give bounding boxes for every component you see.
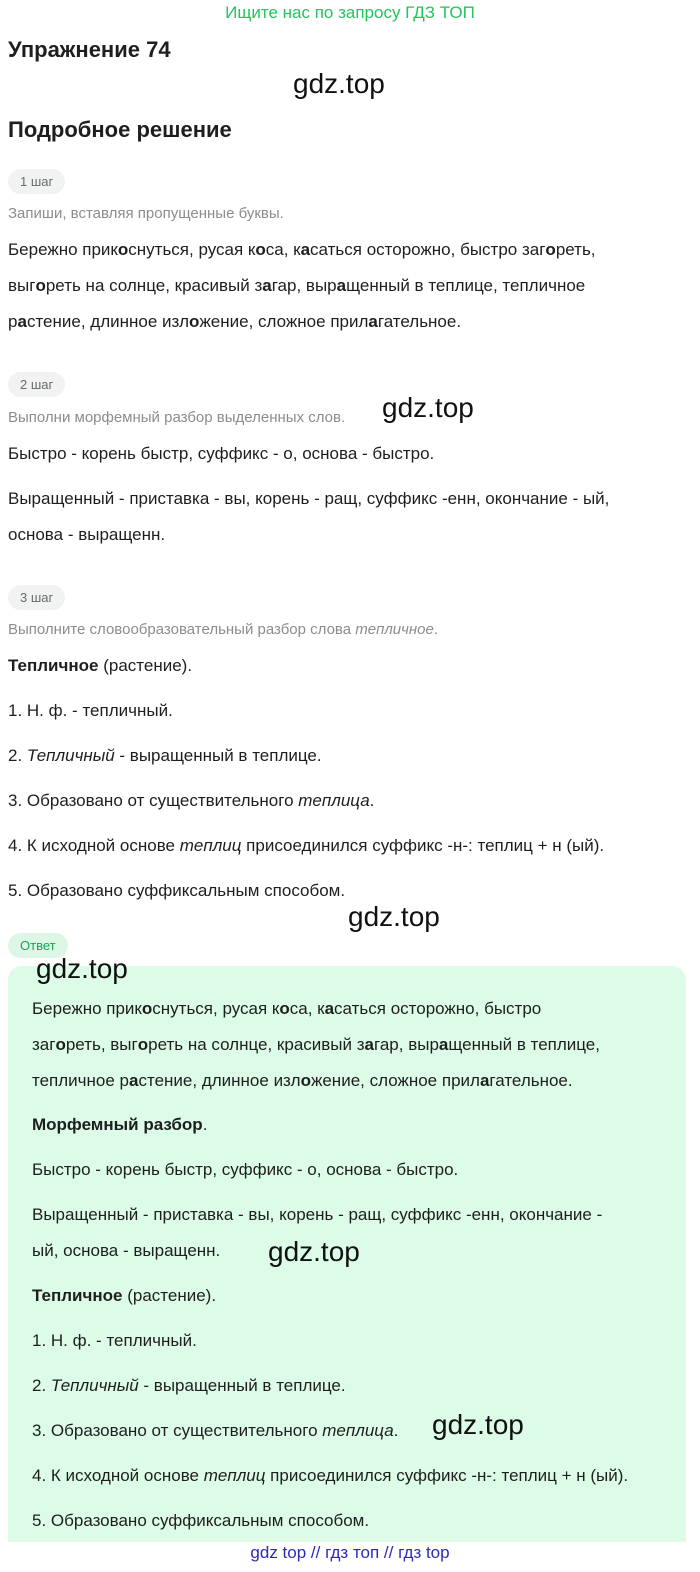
italic-word: тепличное	[355, 621, 434, 638]
text: реть, выг	[65, 1035, 138, 1054]
text: .	[369, 791, 375, 810]
list-item: 5. Образовано суффиксальным способом.	[32, 1511, 370, 1530]
text: - выращенный в теплице.	[138, 1376, 346, 1395]
list-item	[8, 783, 374, 819]
answer-heading	[32, 1278, 216, 1314]
inserted-letter: а	[479, 1071, 490, 1090]
inserted-letter: а	[336, 276, 347, 295]
page-title: Упражнение 74	[8, 37, 171, 62]
inserted-letter: а	[324, 999, 335, 1018]
italic-word: Тепличный	[26, 746, 115, 765]
text: .	[433, 621, 439, 638]
text: снуться, русая к	[152, 999, 280, 1018]
list-item	[8, 828, 604, 864]
text: - выращенный в теплице.	[114, 746, 322, 765]
text: гар, выр	[271, 276, 337, 295]
inserted-letter: о	[137, 1035, 149, 1054]
text: гательное.	[377, 312, 462, 331]
list-item: 1. Н. ф. - тепличный.	[8, 701, 173, 720]
step1-text	[8, 232, 698, 340]
inserted-letter: о	[55, 1035, 66, 1054]
text-line	[8, 232, 698, 268]
text: са, к	[289, 999, 325, 1018]
inserted-letter: а	[262, 276, 272, 295]
answer-text	[32, 991, 682, 1099]
inserted-letter: о	[279, 999, 290, 1018]
text-line	[8, 268, 698, 304]
text: (растение).	[122, 1286, 217, 1305]
bold-word: Тепличное	[8, 656, 99, 675]
text: Бережно прик	[8, 240, 118, 259]
italic-word: теплиц	[203, 1466, 266, 1485]
step2-line: основа - выращенн.	[8, 525, 166, 544]
text: саться осторожно, быстро	[334, 999, 542, 1018]
text: .	[393, 1421, 399, 1440]
text-line	[32, 991, 682, 1027]
step-label: 3 шаг	[8, 585, 65, 610]
italic-word: теплица	[298, 791, 370, 810]
list-item: 1. Н. ф. - тепличный.	[32, 1331, 197, 1350]
step-task	[8, 621, 438, 638]
text: (растение).	[98, 656, 193, 675]
section-title: Подробное решение	[8, 117, 232, 142]
watermark: gdz.top	[293, 68, 385, 99]
step-badge	[8, 169, 65, 194]
text: жение, сложное прил	[310, 1071, 480, 1090]
list-item	[32, 1413, 398, 1449]
footer-links[interactable]: gdz top // гдз топ // гдз top	[250, 1543, 450, 1562]
watermark: gdz.top	[432, 1409, 524, 1440]
answer-line: Выращенный - приставка - вы, корень - ращ, суффикс -енн, окончание -	[32, 1205, 603, 1224]
step-label: 1 шаг	[8, 169, 65, 194]
inserted-letter: а	[129, 1071, 139, 1090]
inserted-letter: а	[438, 1035, 449, 1054]
text: 3. Образовано от существительного	[32, 1421, 323, 1440]
text: саться осторожно, быстро заг	[310, 240, 546, 259]
step-badge	[8, 585, 65, 610]
text: присоединился суффикс -н-: теплиц + н (ый).	[265, 1466, 629, 1485]
italic-word: теплиц	[179, 836, 242, 855]
text: стение, длинное изл	[138, 1071, 301, 1090]
watermark: gdz.top	[348, 901, 440, 932]
italic-word: Тепличный	[50, 1376, 139, 1395]
text-line	[8, 304, 698, 340]
watermark: gdz.top	[268, 1236, 360, 1267]
text: 4. К исходной основе	[32, 1466, 204, 1485]
watermark: gdz.top	[36, 953, 128, 984]
text: реть на солнце, красивый з	[45, 276, 263, 295]
inserted-letter: о	[300, 1071, 311, 1090]
text: реть,	[555, 240, 596, 259]
step3-heading	[8, 648, 192, 684]
step2-line: Быстро - корень быстр, суффикс - о, основа - быстро.	[8, 444, 435, 463]
list-item	[32, 1458, 628, 1494]
text: р	[8, 312, 18, 331]
text: заг	[32, 1035, 56, 1054]
text: снуться, русая к	[128, 240, 256, 259]
inserted-letter: о	[141, 999, 153, 1018]
text: .	[202, 1115, 208, 1134]
text: присоединился суффикс -н-: теплиц + н (ый).	[241, 836, 605, 855]
text: реть на солнце, красивый з	[148, 1035, 365, 1054]
search-banner[interactable]: Ищите нас по запросу ГДЗ ТОП	[225, 3, 475, 22]
italic-word: теплица	[322, 1421, 394, 1440]
morph-heading	[32, 1107, 207, 1143]
text: 2.	[32, 1376, 51, 1395]
text: Бережно прик	[32, 999, 142, 1018]
step-task: Запиши, вставляя пропущенные буквы.	[8, 205, 284, 222]
inserted-letter: а	[368, 312, 378, 331]
step-badge	[8, 372, 65, 397]
answer-line: ый, основа - выращенн.	[32, 1241, 221, 1260]
inserted-letter: а	[300, 240, 311, 259]
inserted-letter: о	[117, 240, 129, 259]
text: 3. Образовано от существительного	[8, 791, 299, 810]
step-task: Выполни морфемный разбор выделенных слов.	[8, 409, 346, 426]
text: 4. К исходной основе	[8, 836, 180, 855]
text-line	[32, 1063, 682, 1099]
inserted-letter: а	[364, 1035, 375, 1054]
inserted-letter: а	[17, 312, 27, 331]
text: щенный в теплице,	[448, 1035, 600, 1054]
text: са, к	[265, 240, 301, 259]
answer-line: Быстро - корень быстр, суффикс - о, основа - быстро.	[32, 1160, 459, 1179]
step2-line: Выращенный - приставка - вы, корень - ращ, суффикс -енн, окончание - ый,	[8, 489, 610, 508]
inserted-letter: о	[35, 276, 46, 295]
text: тепличное р	[32, 1071, 130, 1090]
text: гар, выр	[374, 1035, 439, 1054]
list-item	[32, 1368, 346, 1404]
inserted-letter: о	[545, 240, 556, 259]
text: стение, длинное изл	[26, 312, 190, 331]
step-label: 2 шаг	[8, 372, 65, 397]
list-item	[8, 738, 322, 774]
text: щенный в теплице, тепличное	[346, 276, 586, 295]
text: Выполните словообразовательный разбор слова	[8, 621, 356, 638]
bold-word: Морфемный разбор	[32, 1115, 203, 1134]
watermark: gdz.top	[382, 392, 474, 423]
text: жение, сложное прил	[199, 312, 369, 331]
inserted-letter: о	[255, 240, 266, 259]
list-item: 5. Образовано суффиксальным способом.	[8, 881, 346, 900]
text: 2.	[8, 746, 27, 765]
text-line	[32, 1027, 682, 1063]
text: выг	[8, 276, 36, 295]
bold-word: Тепличное	[32, 1286, 123, 1305]
text: гательное.	[489, 1071, 573, 1090]
answer-label: Ответ	[8, 933, 68, 958]
inserted-letter: о	[189, 312, 200, 331]
